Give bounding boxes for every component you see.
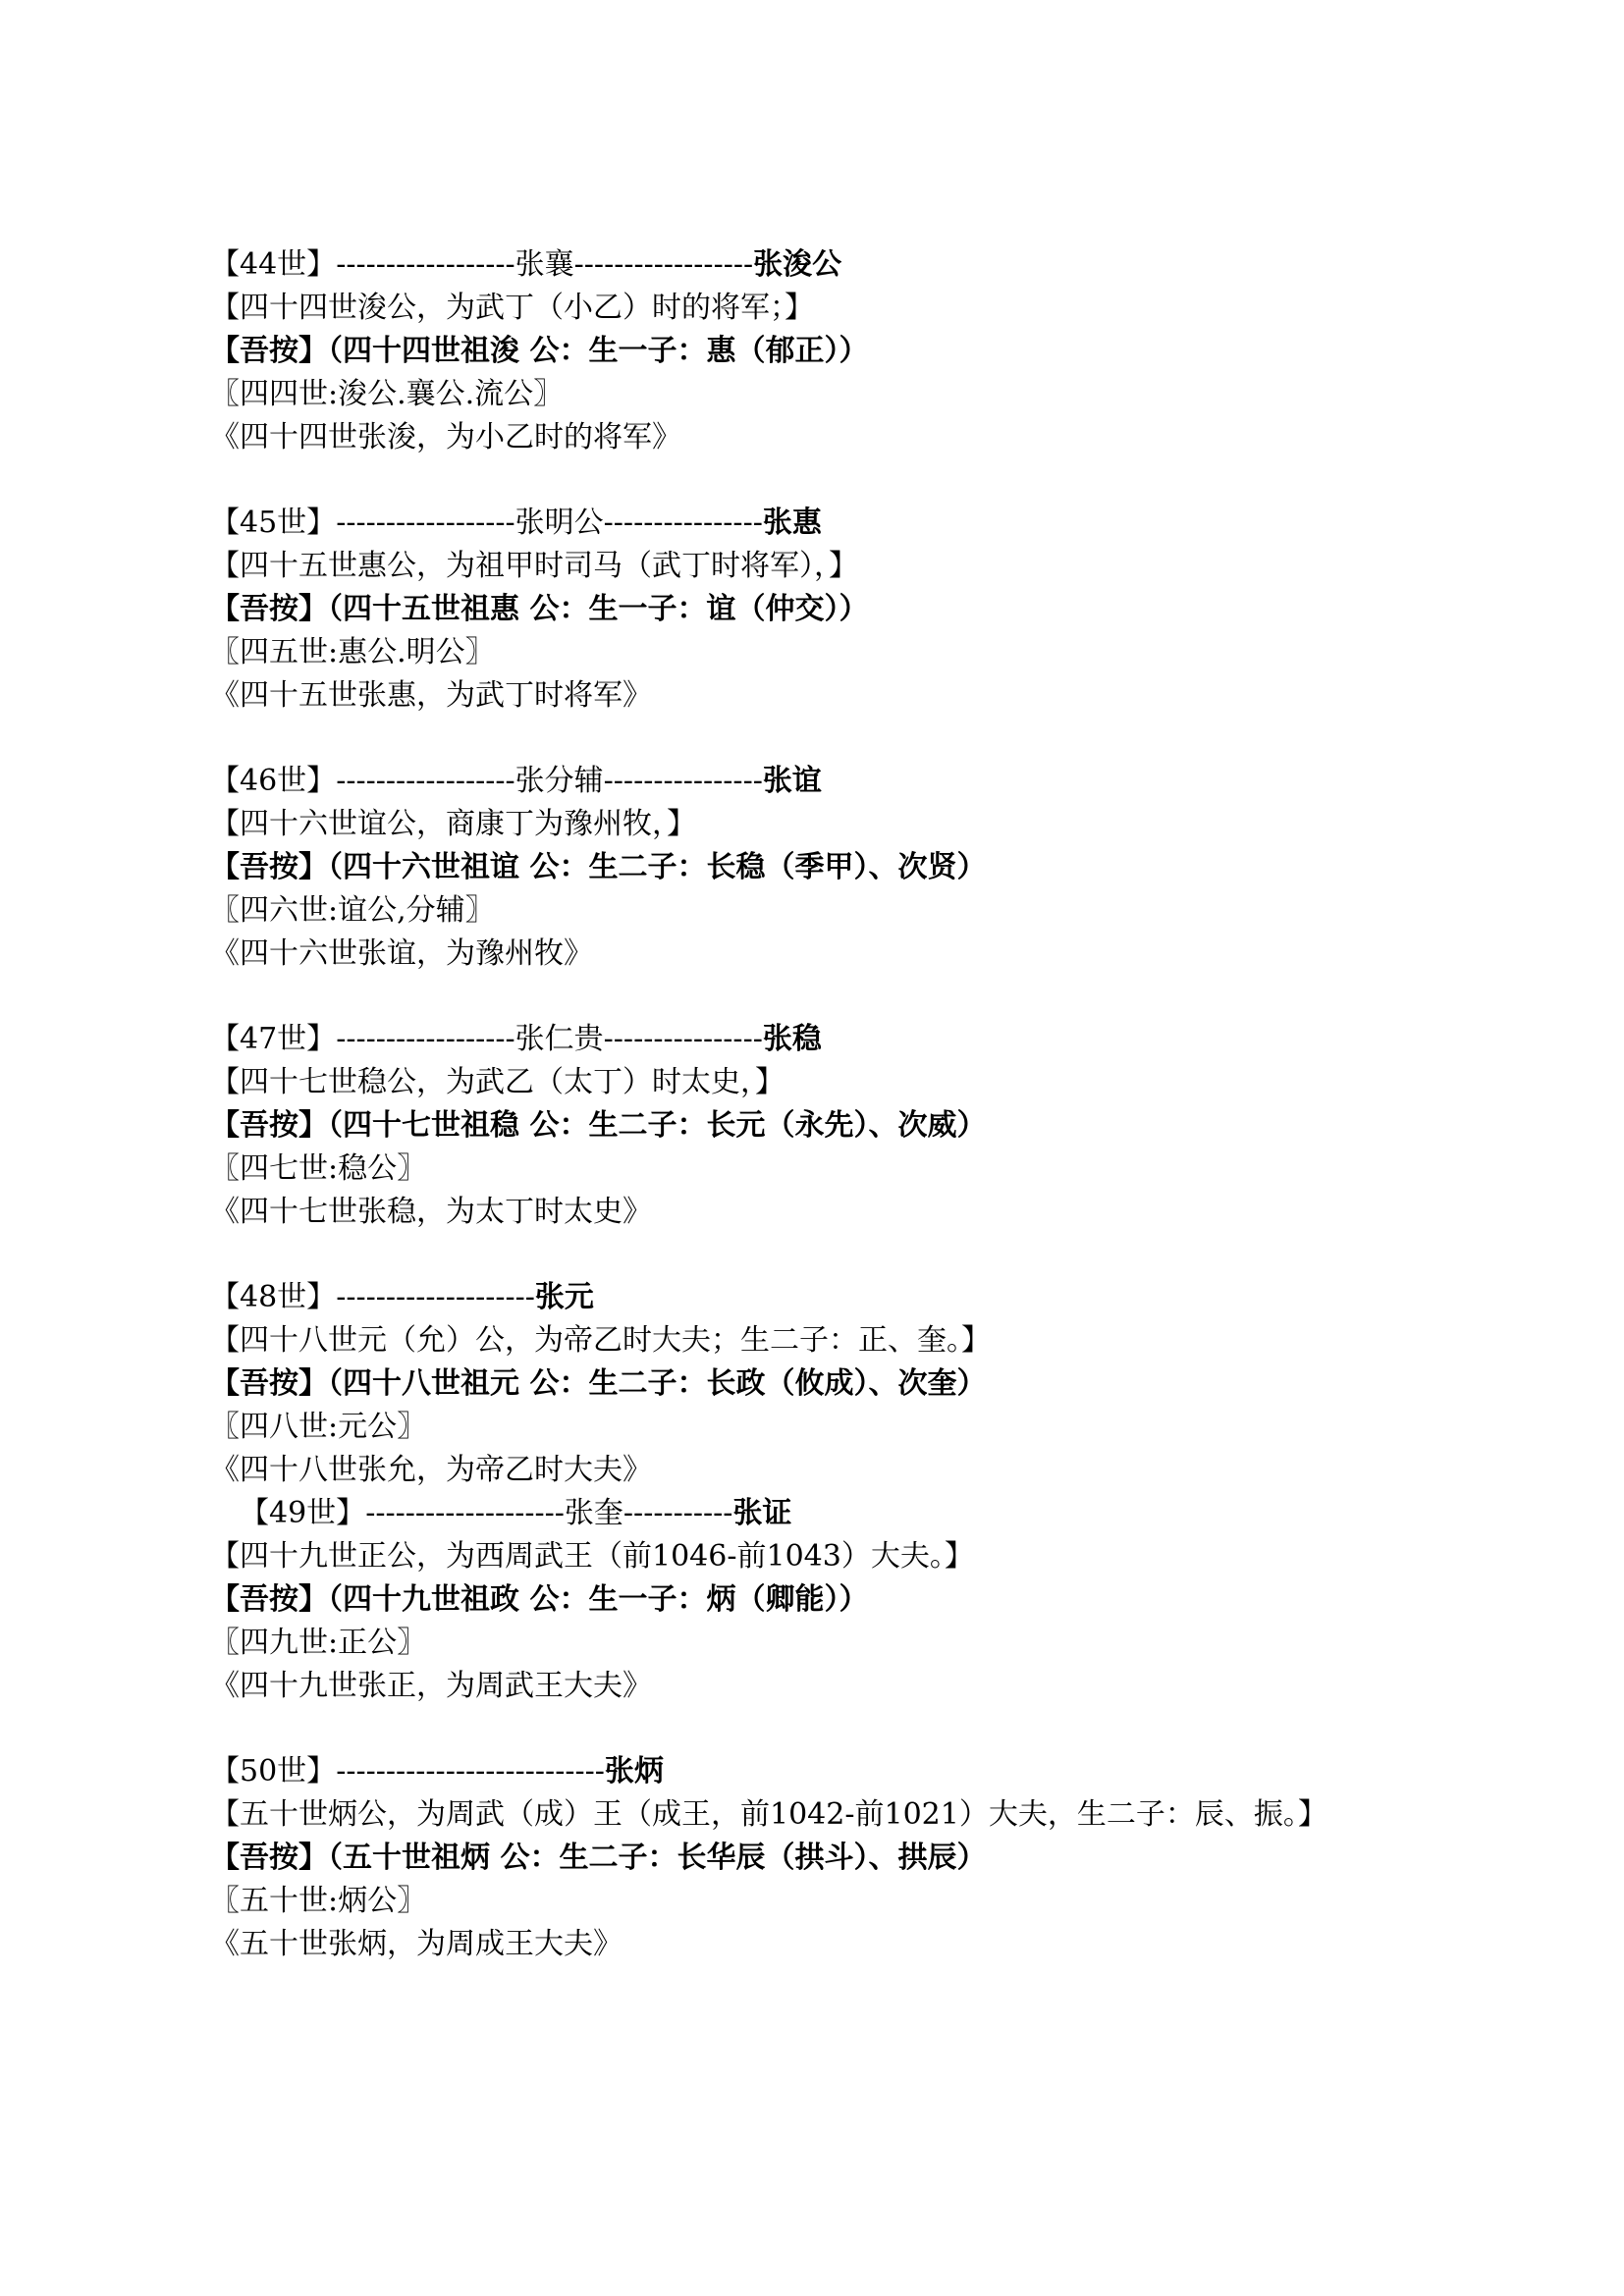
generation-label: 【50世】 [210, 1754, 337, 1789]
ancestor-name: 张分辅 [514, 764, 604, 798]
dash-separator: --------------------------- [336, 1754, 605, 1789]
note-line: 【四十九世正公，为西周武王（前1046-前1043）大夫。】 [210, 1539, 974, 1574]
primary-name: 张稳 [762, 1022, 822, 1056]
generation-header [210, 1276, 1506, 1319]
primary-name: 张证 [732, 1496, 792, 1530]
dash-separator: ---------------- [603, 1022, 763, 1056]
primary-name: 张谊 [762, 764, 822, 798]
record-line: 《四十九世张正，为周武王大夫》 [210, 1669, 652, 1703]
dash-separator: ----------- [623, 1496, 733, 1530]
generation-label: 【47世】 [210, 1022, 337, 1056]
record-line: 《四十四世张浚，为小乙时的将军》 [210, 420, 681, 454]
dash-separator: ---------------- [603, 764, 763, 798]
generation-label: 【46世】 [210, 764, 337, 798]
generation-entry-47 [210, 1018, 1506, 1234]
primary-name: 张惠 [762, 506, 822, 540]
ancestor-name: 张襄 [514, 247, 574, 282]
ancestor-name: 张奎 [564, 1496, 623, 1530]
record-line: 《四十七世张稳，为太丁时太史》 [210, 1195, 652, 1229]
generation-label: 【49世】 [240, 1496, 366, 1530]
record-line: 《四十八世张允，为帝乙时大夫》 [210, 1453, 652, 1487]
record-line: 《四十六世张谊，为豫州牧》 [210, 936, 593, 971]
wuan-line: 【吾按】（四十七世祖稳 公：生二子：长元（永先）、次威） [210, 1108, 987, 1143]
genealogy-page [210, 243, 1506, 2008]
generation-header [210, 1492, 1506, 1535]
dash-separator: ------------------ [336, 1022, 515, 1056]
note-line: 【四十五世惠公，为祖甲时司马（武丁时将军），】 [210, 549, 858, 583]
note-line: 【四十四世浚公，为武丁（小乙）时的将军；】 [210, 291, 814, 325]
record-line: 《四十五世张惠，为武丁时将军》 [210, 678, 652, 713]
note-line: 【四十六世谊公，商康丁为豫州牧，】 [210, 807, 696, 841]
wuan-line: 【吾按】（五十世祖炳 公：生二子：长华辰（拱斗）、拱辰） [210, 1841, 987, 1875]
alias-line: 〖四八世:元公〗 [210, 1410, 427, 1444]
generation-header [210, 243, 1506, 287]
generation-header [210, 1750, 1506, 1793]
wuan-line: 【吾按】（四十六世祖谊 公：生二子：长稳（季甲）、次贤） [210, 850, 987, 884]
ancestor-name: 张仁贵 [514, 1022, 604, 1056]
note-line: 【五十世炳公，为周武（成）王（成王，前1042-前1021）大夫，生二子：辰、振。】 [210, 1797, 1327, 1832]
alias-line: 〖四五世:惠公.明公〗 [210, 635, 495, 669]
primary-name: 张元 [534, 1280, 594, 1314]
dash-separator: -------------------- [365, 1496, 565, 1530]
generation-entry-46 [210, 760, 1506, 976]
alias-line: 〖四七世:稳公〗 [210, 1151, 427, 1186]
dash-separator: ---------------- [603, 506, 763, 540]
generation-entry-49 [210, 1492, 1506, 1708]
dash-separator: ------------------ [336, 506, 515, 540]
generation-label: 【48世】 [210, 1280, 337, 1314]
generation-entry-50 [210, 1750, 1506, 1966]
dash-separator: ------------------ [336, 764, 515, 798]
generation-header [210, 760, 1506, 803]
generation-entry-48 [210, 1276, 1506, 1492]
dash-separator: ------------------ [336, 247, 515, 282]
wuan-line: 【吾按】（四十九世祖政 公：生一子：炳（卿能）） [210, 1582, 869, 1617]
ancestor-name: 张明公 [514, 506, 604, 540]
alias-line: 〖五十世:炳公〗 [210, 1884, 427, 1918]
generation-label: 【45世】 [210, 506, 337, 540]
dash-separator: -------------------- [336, 1280, 535, 1314]
record-line: 《五十世张炳，为周成王大夫》 [210, 1927, 623, 1961]
note-line: 【四十八世元（允）公，为帝乙时大夫；生二子：正、奎。】 [210, 1323, 991, 1358]
wuan-line: 【吾按】（四十五世祖惠 公：生一子：谊（仲交）） [210, 592, 869, 626]
dash-separator: ------------------ [573, 247, 754, 282]
note-line: 【四十七世稳公，为武乙（太丁）时太史，】 [210, 1065, 785, 1099]
primary-name: 张炳 [604, 1754, 664, 1789]
generation-entry-45 [210, 502, 1506, 718]
generation-entry-44 [210, 243, 1506, 459]
generation-label: 【44世】 [210, 247, 337, 282]
alias-line: 〖四九世:正公〗 [210, 1626, 427, 1660]
alias-line: 〖四四世:浚公.襄公.流公〗 [210, 377, 564, 411]
primary-name: 张浚公 [753, 247, 842, 282]
generation-header [210, 502, 1506, 545]
wuan-line: 【吾按】（四十八世祖元 公：生二子：长政（攸成）、次奎） [210, 1366, 987, 1401]
alias-line: 〖四六世:谊公,分辅〗 [210, 893, 495, 928]
generation-header [210, 1018, 1506, 1061]
wuan-line: 【吾按】（四十四世祖浚 公：生一子：惠（郁正）） [210, 334, 869, 368]
